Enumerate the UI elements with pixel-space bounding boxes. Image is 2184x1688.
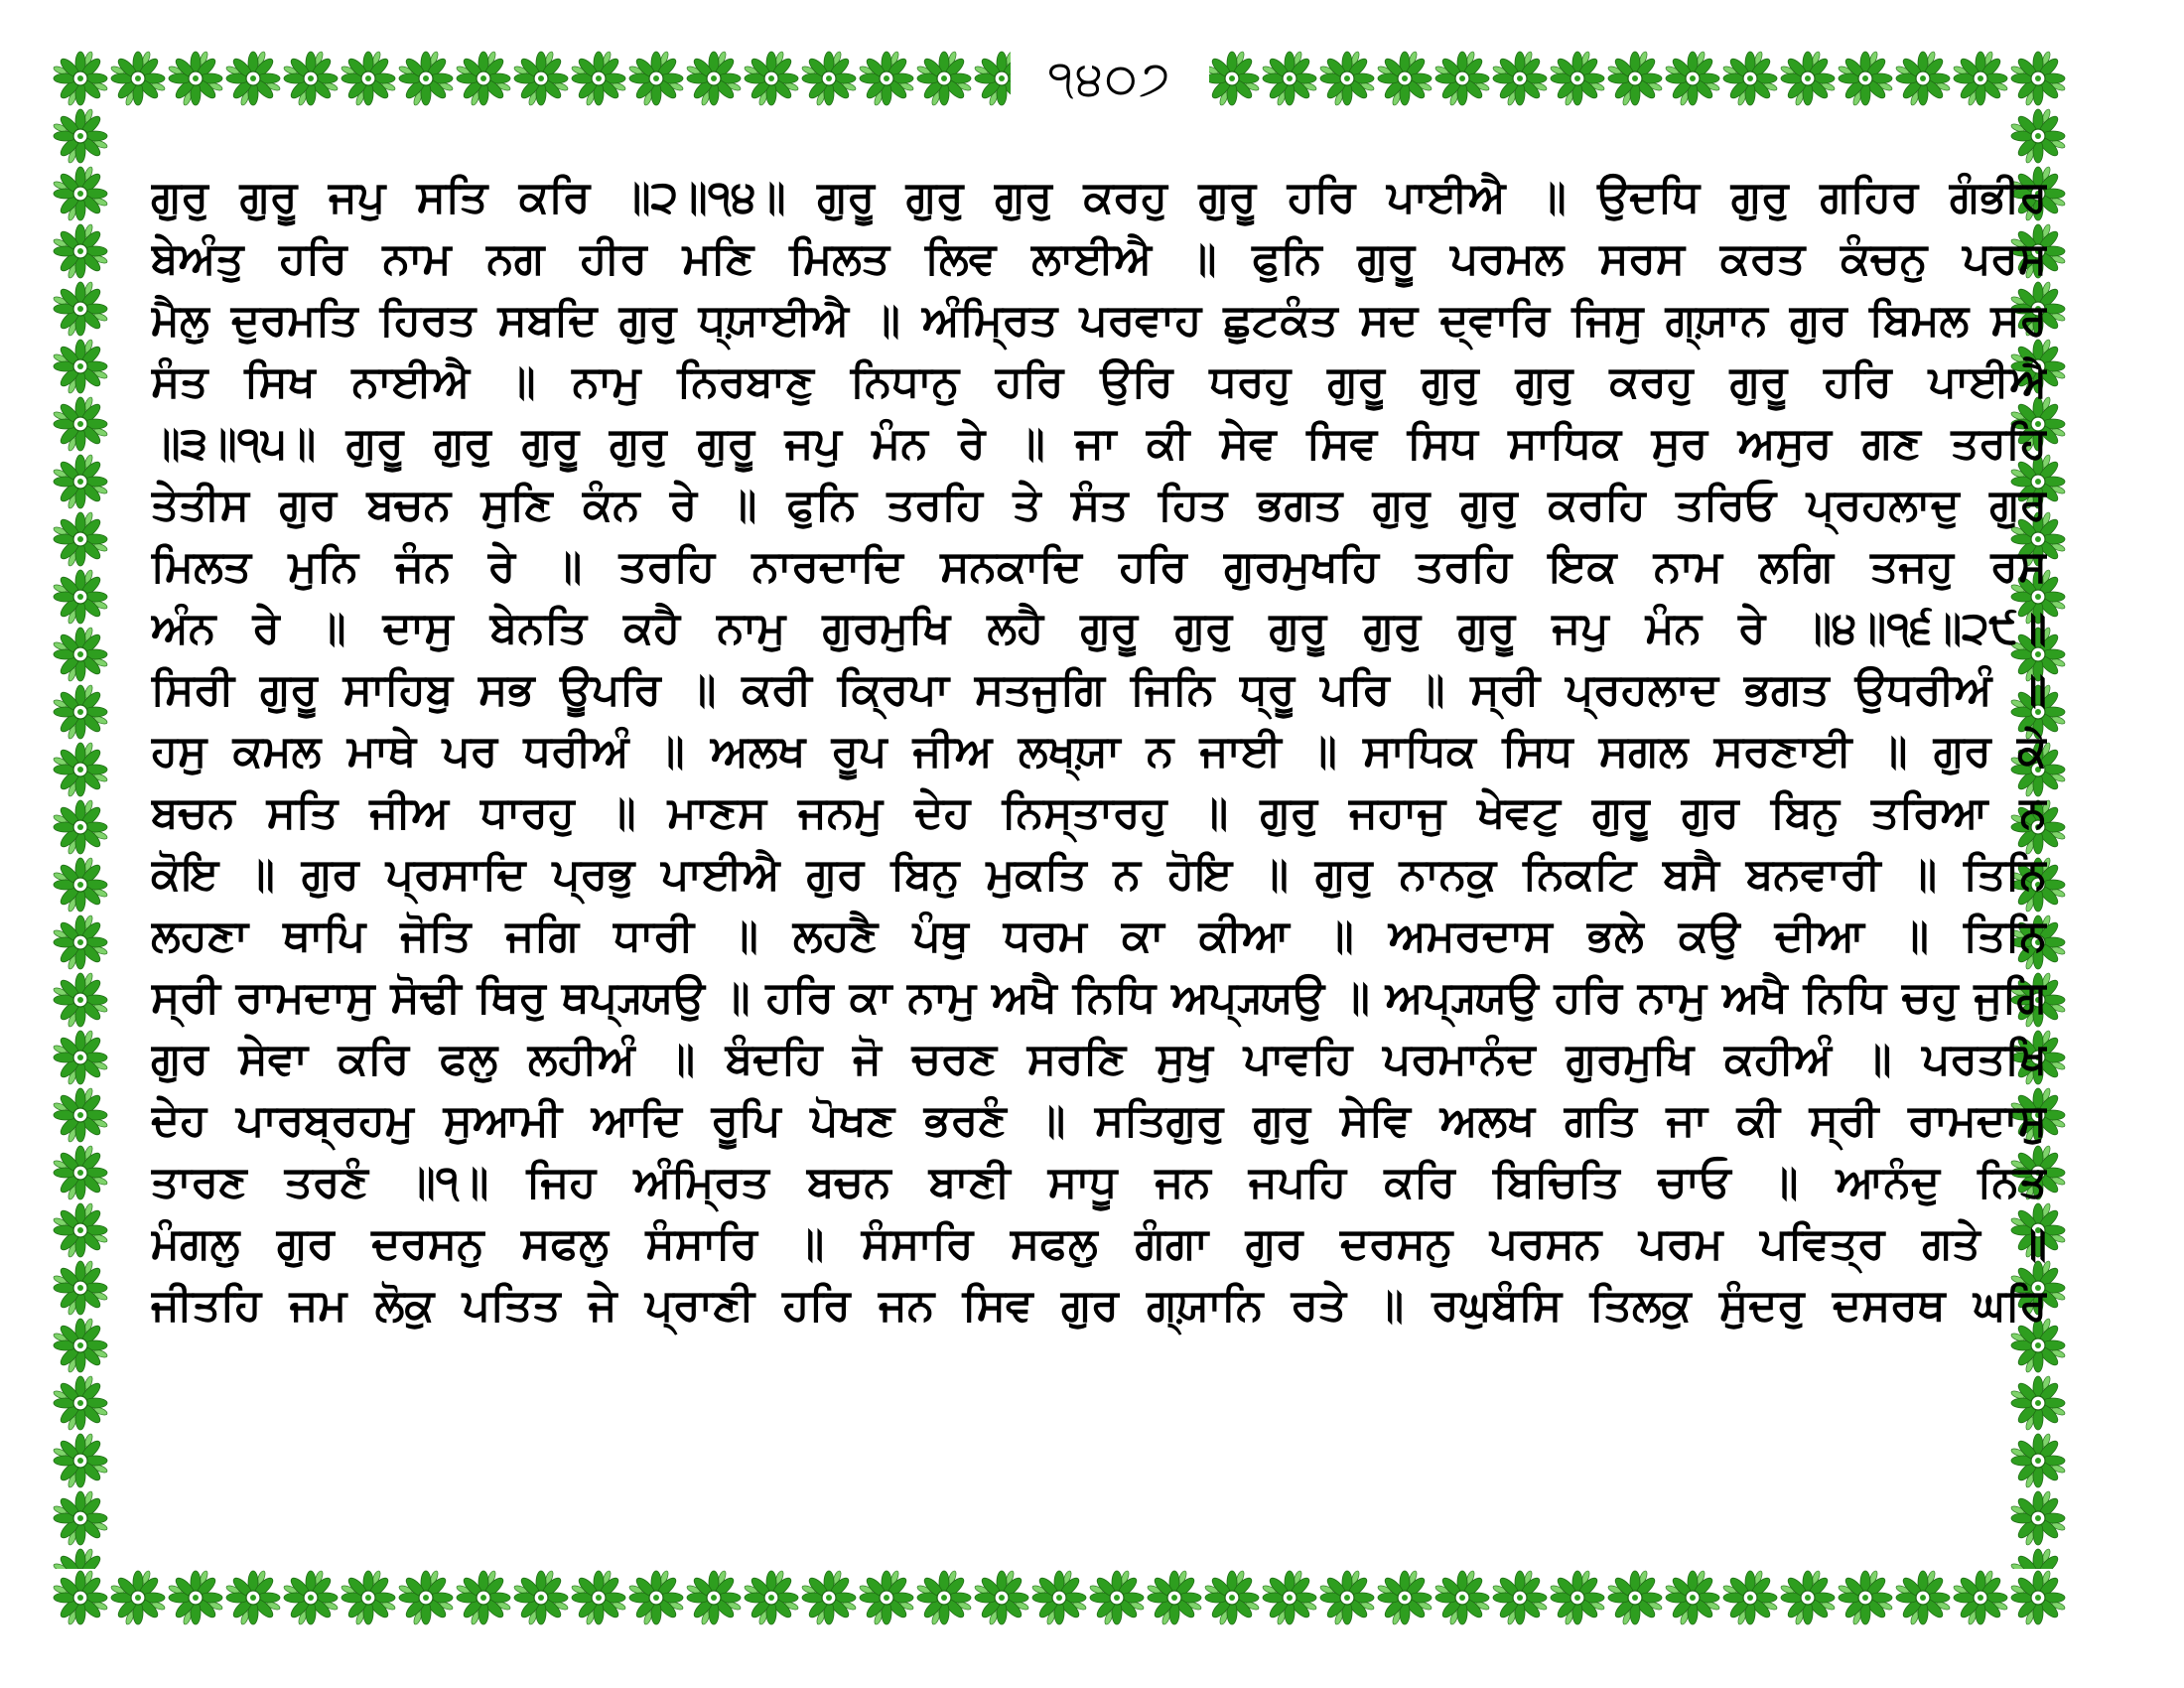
text-line: ਗੁਰ ਸੇਵਾ ਕਰਿ ਫਲੁ ਲਹੀਅੰ ॥ ਬੰਦਹਿ ਜੋ ਚਰਣ ਸਰਣਿ ਸੁਖੁ ਪਾਵਹਿ ਪਰਮਾਨੰਦ ਗੁਰਮੁਖਿ ਕਹੀਅੰ ॥ ਪਰਤਖਿ (151, 1034, 2047, 1084)
text-line: ਤਾਰਣ ਤਰਣੰ ॥੧॥ ਜਿਹ ਅੰਮ੍ਰਿਤ ਬਚਨ ਬਾਣੀ ਸਾਧੂ ਜਨ ਜਪਹਿ ਕਰਿ ਬਿਚਿਤਿ ਚਾਓ ॥ ਆਨੰਦੁ ਨਿਤ (151, 1157, 2047, 1207)
text-line: ਹਸੁ ਕਮਲ ਮਾਥੇ ਪਰ ਧਰੀਅੰ ॥ ਅਲਖ ਰੂਪ ਜੀਅ ਲਖ੍ਯ਼ਾ ਨ ਜਾਈ ॥ ਸਾਧਿਕ ਸਿਧ ਸਗਲ ਸਰਣਾਈ ॥ ਗੁਰ ਕੇ (151, 726, 2047, 776)
text-line: ਮਿਲਤ ਮੁਨਿ ਜੰਨ ਰੇ ॥ ਤਰਹਿ ਨਾਰਦਾਦਿ ਸਨਕਾਦਿ ਹਰਿ ਗੁਰਮੁਖਹਿ ਤਰਹਿ ਇਕ ਨਾਮ ਲਗਿ ਤਜਹੁ ਰਸ (151, 541, 2047, 592)
text-line: ਮੰਗਲੁ ਗੁਰ ਦਰਸਨੁ ਸਫਲੁ ਸੰਸਾਰਿ ॥ ਸੰਸਾਰਿ ਸਫਲੁ ਗੰਗਾ ਗੁਰ ਦਰਸਨੁ ਪਰਸਨ ਪਰਮ ਪਵਿਤ੍ਰ ਗਤੇ ॥ (151, 1218, 2047, 1269)
text-line: ਲਹਣਾ ਥਾਪਿ ਜੋਤਿ ਜਗਿ ਧਾਰੀ ॥ ਲਹਣੈ ਪੰਥੁ ਧਰਮ ਕਾ ਕੀਆ ॥ ਅਮਰਦਾਸ ਭਲੇ ਕਉ ਦੀਆ ॥ ਤਿਨਿ (151, 911, 2047, 961)
floral-border-bottom (52, 1569, 2067, 1626)
text-line: ਗੁਰੁ ਗੁਰੂ ਜਪੁ ਸਤਿ ਕਰਿ ॥੨॥੧੪॥ ਗੁਰੂ ਗੁਰੁ ਗੁਰੁ ਕਰਹੁ ਗੁਰੂ ਹਰਿ ਪਾਈਐ ॥ ਉਦਧਿ ਗੁਰੁ ਗਹਿਰ ਗੰਭੀਰ (151, 172, 2047, 222)
text-line: ॥੩॥੧੫॥ ਗੁਰੂ ਗੁਰੁ ਗੁਰੂ ਗੁਰੁ ਗੁਰੂ ਜਪੁ ਮੰਨ ਰੇ ॥ ਜਾ ਕੀ ਸੇਵ ਸਿਵ ਸਿਧ ਸਾਧਿਕ ਸੁਰ ਅਸੁਰ ਗਣ ਤਰਹਿ (151, 418, 2047, 469)
text-line: ਦੇਹ ਪਾਰਬ੍ਰਹਮੁ ਸੁਆਮੀ ਆਦਿ ਰੂਪਿ ਪੋਖਣ ਭਰਣੰ ॥ ਸਤਿਗੁਰੁ ਗੁਰੁ ਸੇਵਿ ਅਲਖ ਗਤਿ ਜਾ ਕੀ ਸ੍ਰੀ ਰਾਮਦਾਸੁ (151, 1095, 2047, 1146)
text-line: ਸ੍ਰੀ ਰਾਮਦਾਸੁ ਸੋਢੀ ਥਿਰੁ ਥਪ੍ਯ੍ਯਉ ॥ ਹਰਿ ਕਾ ਨਾਮੁ ਅਖੈ ਨਿਧਿ ਅਪ੍ਯ੍ਯਉ ॥ ਅਪ੍ਯ੍ਯਉ ਹਰਿ ਨਾਮੁ ਅਖੈ ਨਿਧਿ ਚਹੁ ਜੁਗਿ (151, 972, 2047, 1023)
text-line: ਕੋਇ ॥ ਗੁਰ ਪ੍ਰਸਾਦਿ ਪ੍ਰਭੁ ਪਾਈਐ ਗੁਰ ਬਿਨੁ ਮੁਕਤਿ ਨ ਹੋਇ ॥ ਗੁਰੁ ਨਾਨਕੁ ਨਿਕਟਿ ਬਸੈ ਬਨਵਾਰੀ ॥ ਤਿਨਿ (151, 849, 2047, 900)
floral-border-left (52, 107, 109, 1569)
text-line: ਮੈਲੁ ਦੁਰਮਤਿ ਹਿਰਤ ਸਬਦਿ ਗੁਰੁ ਧ੍ਯ਼ਾਈਐ ॥ ਅੰਮ੍ਰਿਤ ਪਰਵਾਹ ਛੁਟਕੰਤ ਸਦ ਦ੍ਵਾਰਿ ਜਿਸੁ ਗ੍ਯ਼ਾਨ ਗੁਰ ਬਿਮਲ ਸਰ (151, 295, 2047, 346)
text-line: ਤੇਤੀਸ ਗੁਰ ਬਚਨ ਸੁਣਿ ਕੰਨ ਰੇ ॥ ਫੁਨਿ ਤਰਹਿ ਤੇ ਸੰਤ ਹਿਤ ਭਗਤ ਗੁਰੁ ਗੁਰੁ ਕਰਹਿ ਤਰਿਓ ਪ੍ਰਹਲਾਦੁ ਗੁਰ (151, 480, 2047, 530)
text-line: ਬਚਨ ਸਤਿ ਜੀਅ ਧਾਰਹੁ ॥ ਮਾਣਸ ਜਨਮੁ ਦੇਹ ਨਿਸ੍ਤਾਰਹੁ ॥ ਗੁਰੁ ਜਹਾਜੁ ਖੇਵਟੁ ਗੁਰੂ ਗੁਰ ਬਿਨੁ ਤਰਿਆ ਨ (151, 787, 2047, 838)
page-number-plate (1011, 44, 1209, 113)
text-line: ਬੇਅੰਤੁ ਹਰਿ ਨਾਮ ਨਗ ਹੀਰ ਮਣਿ ਮਿਲਤ ਲਿਵ ਲਾਈਐ ॥ ਫੁਨਿ ਗੁਰੂ ਪਰਮਲ ਸਰਸ ਕਰਤ ਕੰਚਨੁ ਪਰਸ (151, 233, 2047, 284)
page-number: ੧੪੦੭ (1047, 50, 1172, 106)
text-line: ਸਿਰੀ ਗੁਰੂ ਸਾਹਿਬੁ ਸਭ ਊਪਰਿ ॥ ਕਰੀ ਕ੍ਰਿਪਾ ਸਤਜੁਗਿ ਜਿਨਿ ਧ੍ਰੂ ਪਰਿ ॥ ਸ੍ਰੀ ਪ੍ਰਹਲਾਦ ਭਗਤ ਉਧਰੀਅੰ ॥ (151, 664, 2047, 715)
text-line: ਅੰਨ ਰੇ ॥ ਦਾਸੁ ਬੇਨਤਿ ਕਹੈ ਨਾਮੁ ਗੁਰਮੁਖਿ ਲਹੈ ਗੁਰੂ ਗੁਰੁ ਗੁਰੂ ਗੁਰੁ ਗੁਰੂ ਜਪੁ ਮੰਨ ਰੇ ॥੪॥੧੬॥੨੯॥ (151, 603, 2047, 653)
scripture-text (151, 167, 2047, 1336)
text-line: ਜੀਤਹਿ ਜਮ ਲੋਕੁ ਪਤਿਤ ਜੇ ਪ੍ਰਾਣੀ ਹਰਿ ਜਨ ਸਿਵ ਗੁਰ ਗ੍ਯ਼ਾਨਿ ਰਤੇ ॥ ਰਘੁਬੰਸਿ ਤਿਲਕੁ ਸੁੰਦਰੁ ਦਸਰਥ ਘਰਿ (151, 1280, 2047, 1331)
text-line: ਸੰਤ ਸਿਖ ਨਾਈਐ ॥ ਨਾਮੁ ਨਿਰਬਾਣੁ ਨਿਧਾਨੁ ਹਰਿ ਉਰਿ ਧਰਹੁ ਗੁਰੂ ਗੁਰੁ ਗੁਰੁ ਕਰਹੁ ਗੁਰੂ ਹਰਿ ਪਾਈਐ (151, 356, 2047, 407)
